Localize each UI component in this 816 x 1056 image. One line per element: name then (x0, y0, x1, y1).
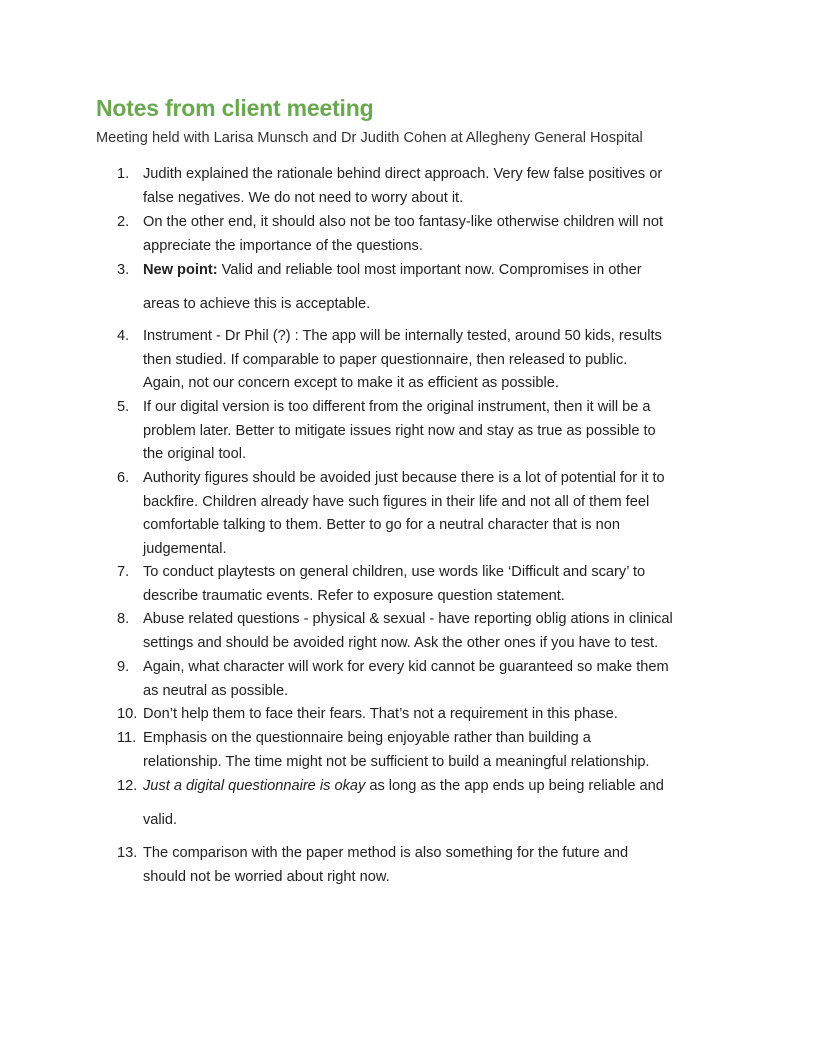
item-line: settings and should be avoided right now. Ask the other ones if you have to test. (143, 634, 659, 651)
item-number: 5. (117, 399, 130, 415)
item-line: then studied. If comparable to paper questionnaire, then released to public. (143, 351, 628, 368)
item-number: 4. (117, 328, 130, 344)
item-line-rest: as long as the app ends up being reliable and (365, 778, 664, 794)
item-line: false negatives. We do not need to worry about it. (143, 189, 464, 206)
item-text (143, 775, 723, 833)
item-text (143, 396, 723, 467)
item-line: Instrument - Dr Phil (?) : The app will be internally tested, around 50 kids, results (143, 328, 662, 344)
item-line: The comparison with the paper method is also something for the future and (143, 845, 629, 861)
item-text (143, 467, 723, 561)
item-number: 7. (117, 564, 130, 580)
item-number: 6. (117, 470, 130, 486)
meeting-subtitle: Meeting held with Larisa Munsch and Dr Judith Cohen at Allegheny General Hospital (96, 130, 643, 146)
item-text (143, 608, 723, 655)
item-line: Abuse related questions - physical & sexual - have reporting oblig ations in clinical (143, 611, 673, 627)
item-text (143, 211, 723, 258)
item-text (143, 842, 723, 889)
item-line: should not be worried about right now. (143, 868, 390, 885)
page-title: Notes from client meeting (96, 95, 374, 121)
item-line: areas to achieve this is acceptable. (143, 296, 371, 313)
item-text (143, 325, 723, 396)
new-point-label: New point: (143, 262, 218, 278)
item-line: comfortable talking to them. Better to go for a neutral character that is non (143, 517, 620, 534)
item-number: 2. (117, 214, 130, 230)
item-number: 8. (117, 611, 130, 627)
item-line: Don’t help them to face their fears. That’s not a requirement in this phase. (143, 706, 618, 722)
item-number: 3. (117, 262, 130, 278)
item-text (143, 703, 723, 727)
item-number: 1. (117, 166, 130, 182)
item-line: To conduct playtests on general children, use words like ‘Difficult and scary’ to (143, 564, 646, 580)
item-line: appreciate the importance of the questions. (143, 237, 423, 254)
italic-phrase: Just a digital questionnaire is okay (143, 778, 366, 794)
item-line: as neutral as possible. (143, 682, 289, 699)
item-line: Authority figures should be avoided just because there is a lot of potential for it to (143, 470, 665, 486)
item-line: If our digital version is too different from the original instrument, then it will be a (143, 399, 651, 415)
item-line: judgemental. (143, 540, 227, 557)
item-line: Again, not our concern except to make it as efficient as possible. (143, 375, 559, 392)
item-text (143, 163, 723, 210)
item-line: Again, what character will work for every kid cannot be guaranteed so make them (143, 659, 669, 675)
item-line (143, 259, 723, 283)
item-line: On the other end, it should also not be too fantasy-like otherwise children will not (143, 214, 663, 230)
item-text (143, 259, 723, 317)
item-line: valid. (143, 812, 178, 829)
item-number: 9. (117, 659, 130, 675)
item-number: 13. (117, 845, 138, 861)
item-text (143, 727, 723, 774)
item-line: relationship. The time might not be sufficient to build a meaningful relationship. (143, 753, 650, 770)
item-number: 10. (117, 706, 138, 722)
item-text (143, 656, 723, 703)
item-line: Judith explained the rationale behind direct approach. Very few false positives or (143, 166, 663, 182)
item-line: the original tool. (143, 446, 247, 463)
item-line-rest: Valid and reliable tool most important now. Compromises in other (217, 262, 642, 278)
item-number: 12. (117, 778, 138, 794)
item-line: backfire. Children already have such figures in their life and not all of them feel (143, 493, 650, 510)
item-line: Emphasis on the questionnaire being enjoyable rather than building a (143, 730, 591, 746)
item-line: problem later. Better to mitigate issues right now and stay as true as possible to (143, 422, 656, 439)
item-number: 11. (117, 730, 137, 746)
item-line (143, 775, 723, 799)
item-line: describe traumatic events. Refer to exposure question statement. (143, 587, 565, 604)
item-text (143, 561, 723, 608)
